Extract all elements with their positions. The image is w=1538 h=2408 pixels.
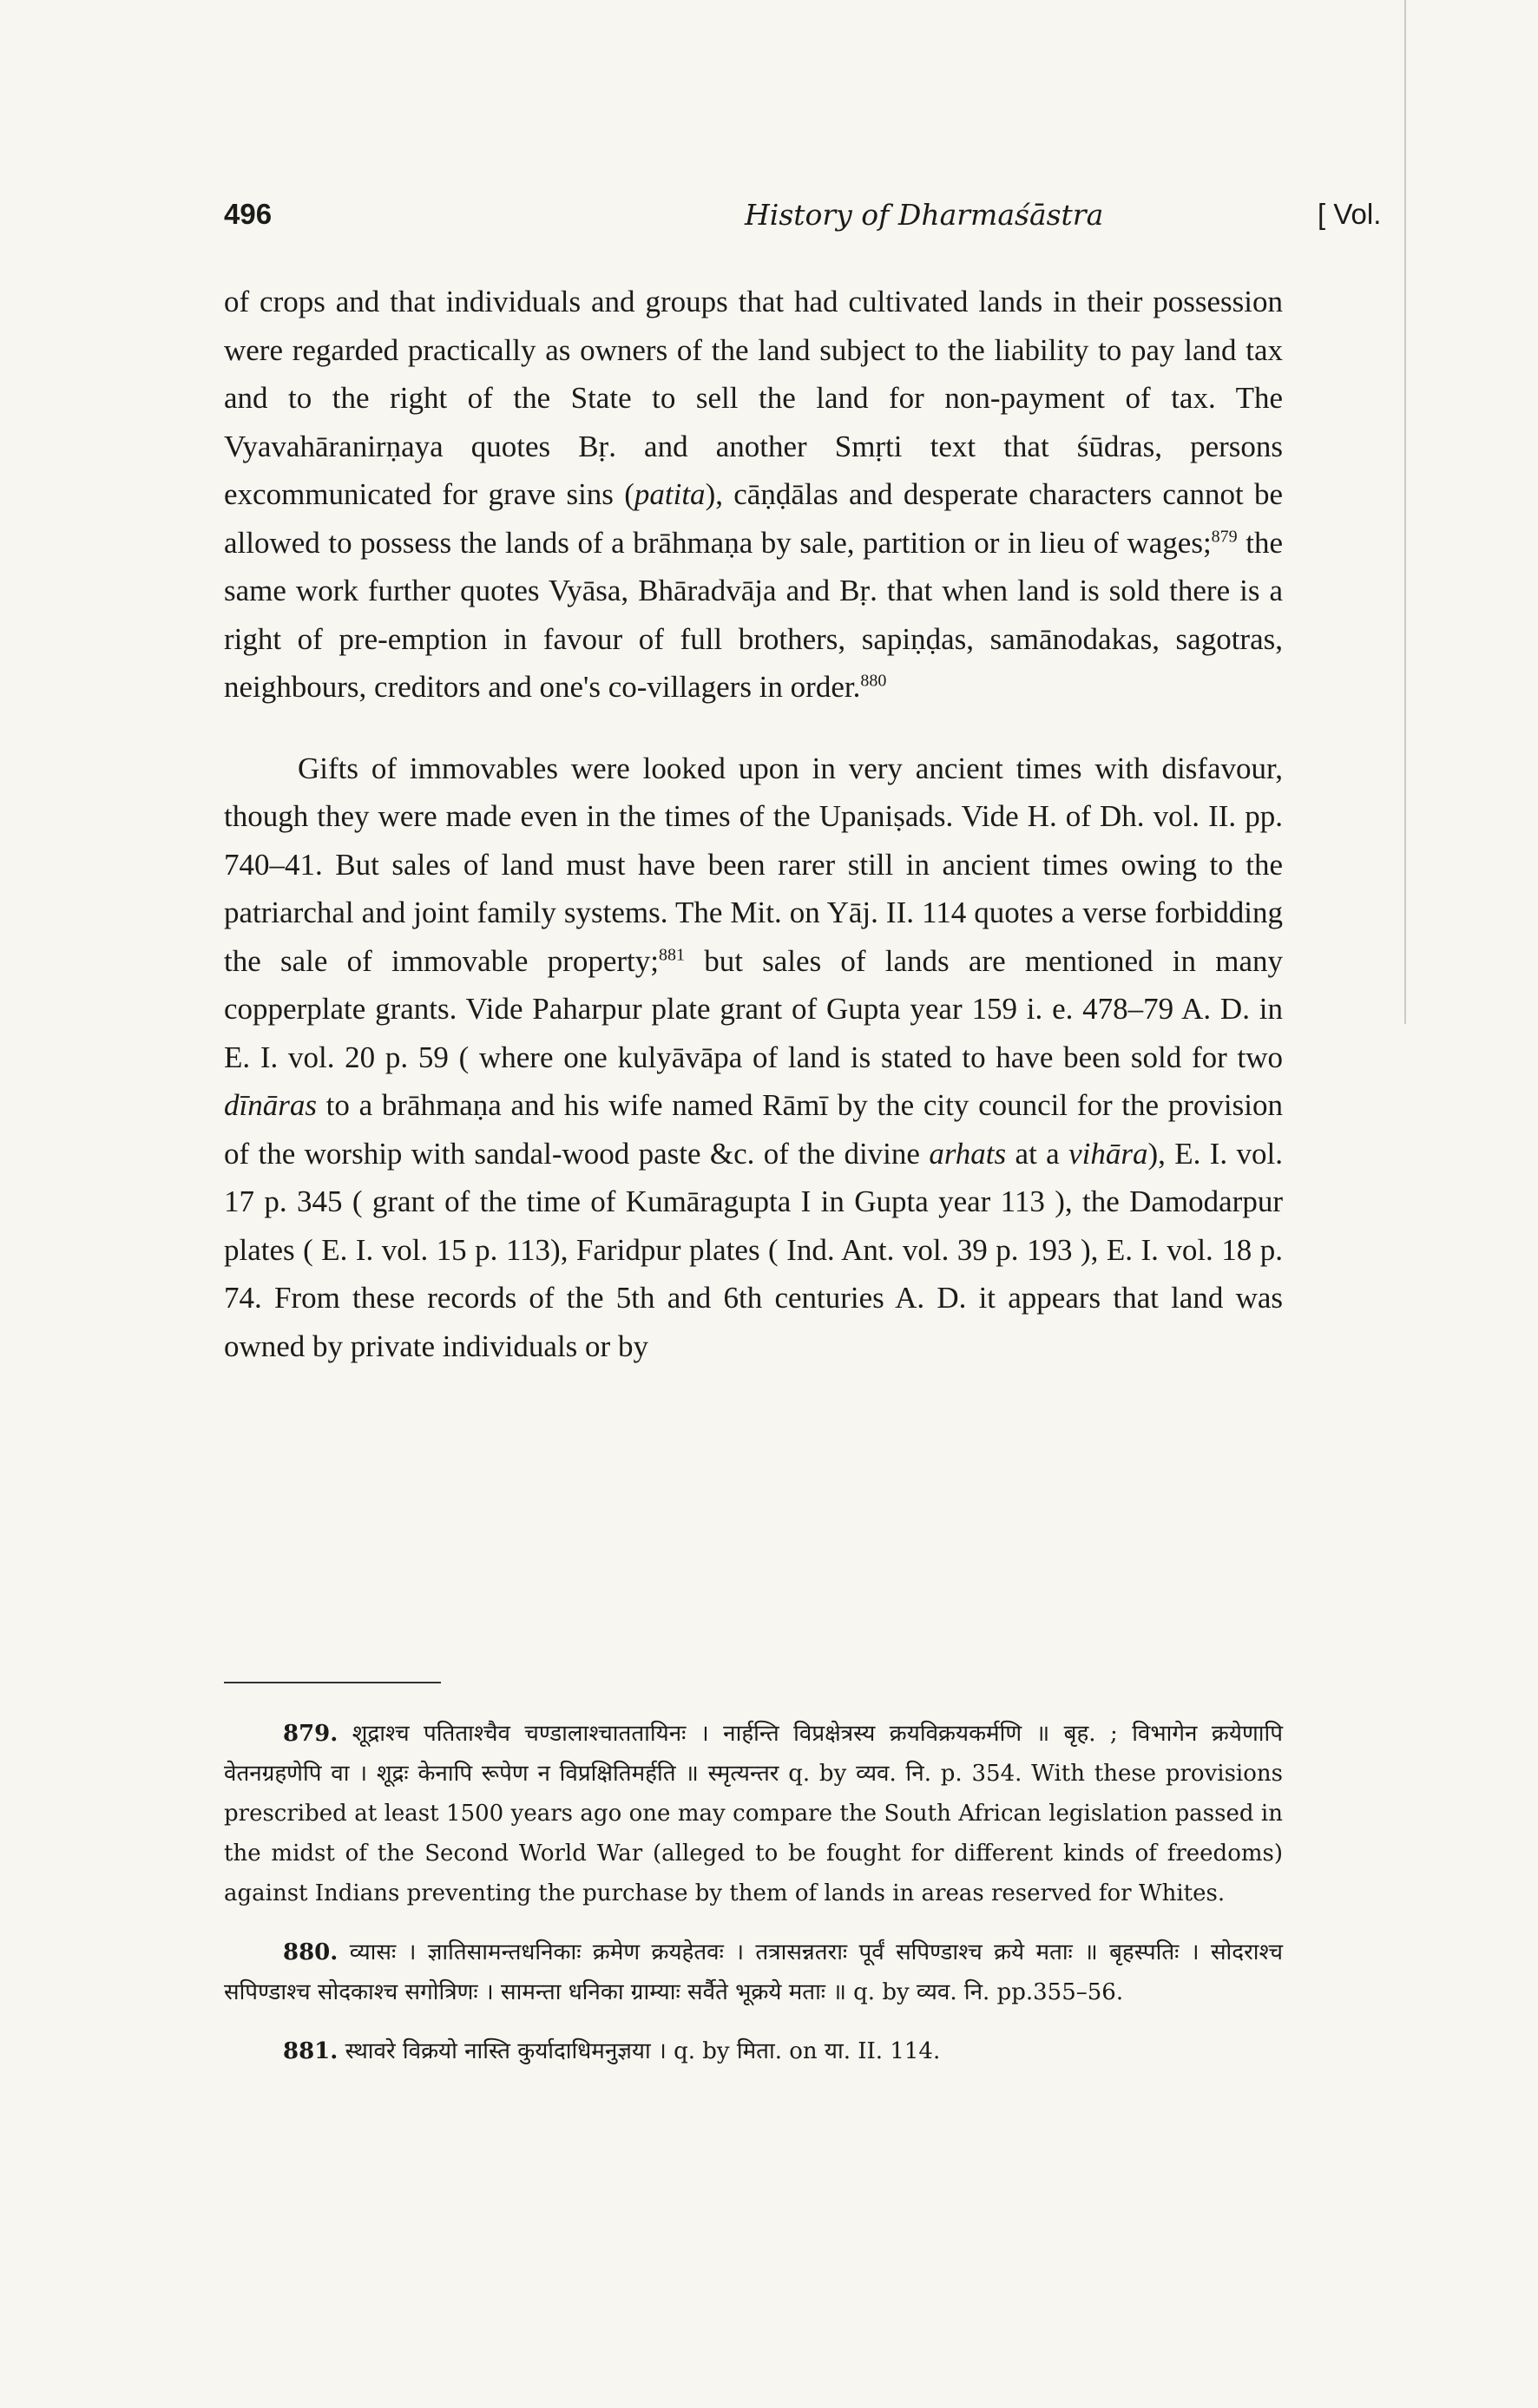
footnote-880: 880. व्यासः । ज्ञातिसामन्तधनिकाः क्रमेण क्रयहेतवः । तत्रासन्नतराः पूर्वं सपिण्डाश्च क्रये मताः ॥ बृहस्पतिः । सोदराश्च सपिण्डाश्च सोदकाश्च सगोत्रिणः । सामन्ता धनिका ग्राम्याः सर्वैते भूक्रये मताः ॥ q. by व्यव. नि. pp.355–56.: [224, 1939, 1283, 2005]
main-text: [224, 278, 1283, 1370]
running-title: History of Dharmaśāstra: [745, 198, 1104, 232]
running-header: [224, 198, 1387, 250]
footnotes: [224, 1714, 1283, 2090]
paragraph-2: Gifts of immovables were looked upon in very ancient times with disfavour, though they were made even in the times of the Upaniṣads. Vide H. of Dh. vol. II. pp. 740–41. But sales of land must have been rarer still in ancient times owing to the patriarchal and joint family systems. The Mit. on Yāj. II. 114 quotes a verse forbidding the sale of immovable property;$^{881}$ but sales of lands are mentioned in many copperplate grants. Vide Paharpur plate grant of Gupta year 159 i. e. 478–79 A. D. in E. I. vol. 20 p. 59 ( where one kulyāvāpa of land is stated to have been sold for two dīnāras to a brāhmaṇa and his wife named Rāmī by the city council for the provision of the worship with sandal-wood paste &c. of the divine arhats at a vihāra), E. I. vol. 17 p. 345 ( grant of the time of Kumāragupta I in Gupta year 113 ), the Damodarpur plates ( E. I. vol. 15 p. 113), Faridpur plates ( Ind. Ant. vol. 39 p. 193 ), E. I. vol. 18 p. 74. From these records of the 5th and 6th centuries A. D. it appears that land was owned by private individuals or by: [224, 751, 1283, 1363]
footnote-ref-879[interactable]: 879: [1211, 526, 1238, 546]
footnote-881: 881. स्थावरे विक्रयो नास्ति कुर्यादाधिमनुज्ञया । q. by मिता. on या. II. 114.: [283, 2038, 941, 2064]
footnote-ref-880[interactable]: 880: [860, 671, 887, 691]
volume-label: [ Vol.: [1318, 198, 1382, 230]
footnote-divider: [224, 1682, 441, 1683]
footnote-879: 879. शूद्राश्च पतिताश्चैव चण्डालाश्चाततायिनः । नार्हन्ति विप्रक्षेत्रस्य क्रयविक्रयकर्मणि ॥ बृह. ; विभागेन क्रयेणापि वेतनग्रहणेपि वा । शूद्रः केनापि रूपेण न विप्रक्षितिमर्हति ॥ स्मृत्यन्तर q. by व्यव. नि. p. 354. With these provisions prescribed at least 1500 years ago one may compare the South African legislation passed in the midst of the Second World War (alleged to be fought for different kinds of freedoms) against Indians preventing the purchase by them of lands in areas reserved for Whites.: [224, 1721, 1284, 1906]
page-edge-line: [1404, 0, 1406, 1024]
footnote-ref-881[interactable]: 881: [658, 944, 685, 964]
paragraph-1: of crops and that individuals and groups that had cultivated lands in their possession were regarded practically as owners of the land subject to the liability to pay land tax and to the right of the State to sell the land for non-payment of tax. The Vyavahāranirṇaya quotes Bṛ. and another Smṛti text that śūdras, persons excommunicated for grave sins (patita), cāṇḍālas and desperate characters cannot be allowed to possess the lands of a brāhmaṇa by sale, partition or in lieu of wages;$^{879}$ the same work further quotes Vyāsa, Bhāradvāja and Bṛ. that when land is sold there is a right of pre-emption in favour of full brothers, sapiṇḍas, samānodakas, sagotras, neighbours, creditors and one's co-villagers in order.$^{880}$: [224, 285, 1283, 704]
page-number: 496: [224, 198, 273, 230]
